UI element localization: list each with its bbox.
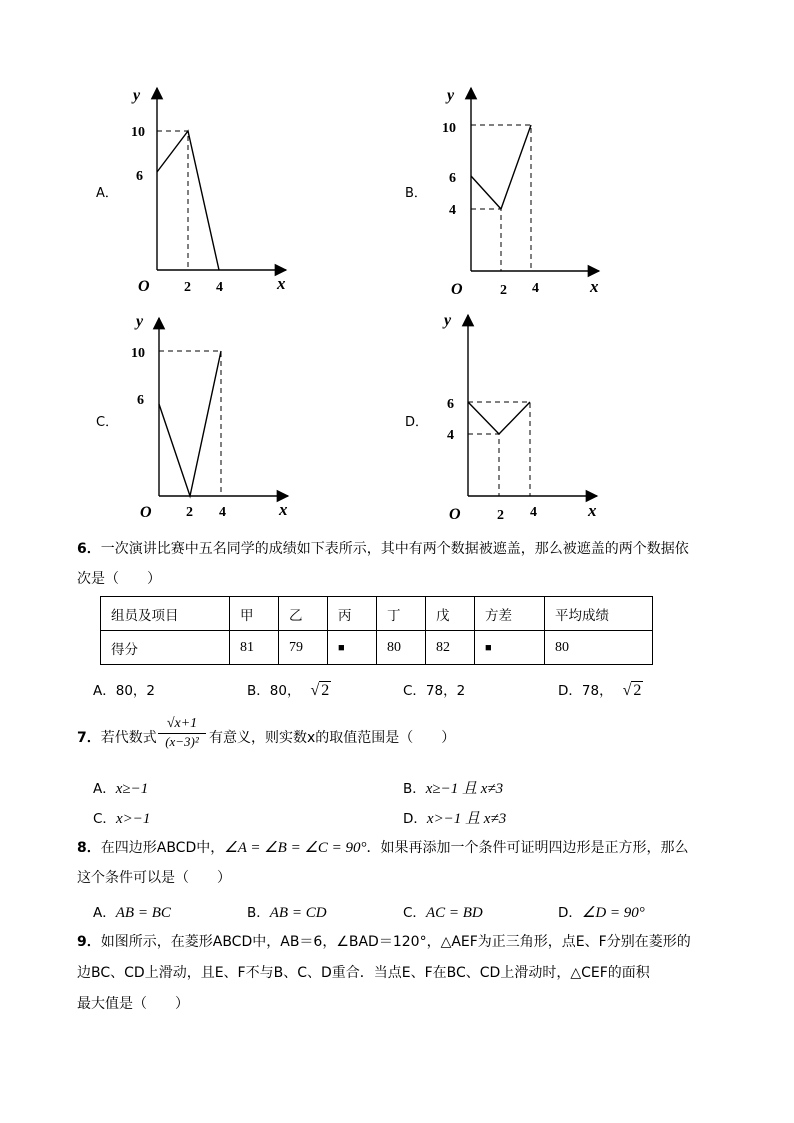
- q6-choice-d: [558, 679, 643, 700]
- header-cell: 组员及项目: [101, 597, 230, 631]
- q8-line-1: [77, 839, 689, 857]
- graph-c: [131, 313, 288, 521]
- q7-choice-b: [403, 777, 503, 798]
- q8-text-1b: ．如果再添加一个条件可证明四边形是正方形，那么: [366, 840, 689, 856]
- graph-b-x-label: x: [590, 277, 599, 296]
- graph-b-y-tick-10: 10: [442, 121, 456, 136]
- choice-letter: B．: [403, 781, 426, 797]
- graph-c-y-tick-6: 6: [137, 393, 144, 408]
- choice-letter: D．: [403, 811, 427, 827]
- choice-math: x>−1 且 x≠3: [426, 811, 507, 827]
- choice-letter: B．: [247, 905, 270, 921]
- graph-c-y-label: y: [136, 313, 144, 330]
- graph-d: [442, 312, 597, 523]
- q6-line-2: 次是（ ）: [77, 571, 161, 587]
- graph-a-x-label: x: [277, 274, 286, 293]
- graph-c-y-tick-10: 10: [131, 346, 145, 361]
- choice-letter: D．: [558, 905, 582, 921]
- graph-b-origin: O: [451, 281, 463, 298]
- header-cell: 甲: [230, 597, 279, 631]
- graph-a-origin: O: [138, 278, 150, 295]
- graph-d-y-tick-6: 6: [447, 397, 454, 412]
- graph-b-y-label: y: [447, 87, 455, 104]
- q7-fraction: [158, 716, 206, 750]
- q7-numerator: √x+1: [158, 716, 206, 734]
- q9-line-2: 边BC、CD上滑动，且E、F不与B、C、D重合．当点E、F在BC、CD上滑动时，△CEF的面积: [77, 965, 650, 981]
- q9-number: 9．: [77, 934, 101, 950]
- choice-math: AB = CD: [269, 905, 327, 921]
- q6-choice-c: C．78，2: [403, 683, 466, 699]
- q7-line-1: [77, 729, 157, 747]
- header-cell: 乙: [279, 597, 328, 631]
- q8-number: 8．: [77, 840, 101, 856]
- header-cell: 方差: [475, 597, 545, 631]
- score-cell: 80: [377, 631, 426, 665]
- q8-line-2: 这个条件可以是（ ）: [77, 870, 231, 886]
- score-table-header-row: [101, 597, 653, 631]
- q7-choice-a: [93, 777, 148, 798]
- graph-d-x-tick-2: 2: [497, 508, 504, 523]
- header-cell: 丙: [328, 597, 377, 631]
- graph-b-dash-10: [471, 125, 531, 271]
- q7-choice-d: [403, 807, 506, 828]
- q9-line-3: 最大值是（ ）: [77, 996, 189, 1012]
- graph-a-y-tick-10: 10: [131, 125, 145, 140]
- header-cell: 戊: [426, 597, 475, 631]
- graph-a-y-tick-6: 6: [136, 169, 143, 184]
- choice-letter: C．: [403, 905, 426, 921]
- graph-c-letter: C．: [96, 415, 119, 430]
- q7-choice-c: [93, 807, 150, 828]
- variance-cell-masked: ■: [475, 631, 545, 665]
- choice-math: x≥−1: [115, 781, 149, 797]
- q7-number: 7．: [77, 730, 101, 746]
- graph-a: [131, 87, 286, 295]
- choice-letter: A．: [93, 781, 116, 797]
- answer-graphs: [0, 0, 794, 530]
- q6-choice-b: [247, 679, 331, 700]
- graph-b-x-tick-4: 4: [532, 281, 539, 296]
- graph-b-y-tick-6: 6: [449, 171, 456, 186]
- sqrt-radicand: 2: [321, 682, 330, 699]
- score-cell: 81: [230, 631, 279, 665]
- graph-b-y-tick-4: 4: [449, 203, 456, 218]
- q6-choice-b-sqrt: √ 2: [310, 682, 330, 699]
- q8-choice-d: [558, 901, 645, 922]
- q7-prefix: 若代数式: [100, 730, 157, 746]
- graph-a-letter: A．: [96, 186, 118, 201]
- graph-b-x-tick-2: 2: [500, 283, 507, 298]
- graph-d-y-label: y: [444, 312, 452, 329]
- choice-math: AB = BC: [115, 905, 171, 921]
- graph-d-x-label: x: [588, 501, 597, 520]
- q8-choice-c: [403, 901, 483, 922]
- graph-d-dash-4: [468, 434, 499, 496]
- graph-b-dash-4: [471, 209, 501, 271]
- score-table-data-row: [101, 631, 653, 665]
- header-cell: 平均成绩: [545, 597, 653, 631]
- choice-math: AC = BD: [425, 905, 483, 921]
- sqrt-radicand: 2: [633, 682, 642, 699]
- graph-c-origin: O: [140, 504, 152, 521]
- graph-b-letter: B．: [405, 186, 427, 201]
- q9-text-1: 如图所示，在菱形ABCD中，AB＝6，∠BAD＝120°，△AEF为正三角形，点E、F分别在菱形的: [100, 934, 691, 950]
- score-cell-masked: ■: [328, 631, 377, 665]
- q8-choice-b: [247, 901, 327, 922]
- graph-b: [442, 87, 599, 298]
- graph-c-x-tick-4: 4: [219, 505, 226, 520]
- row-label-cell: 得分: [101, 631, 230, 665]
- graph-c-x-label: x: [279, 500, 288, 519]
- graph-a-x-tick-4: 4: [216, 280, 223, 295]
- q6-number: 6．: [77, 541, 101, 557]
- graph-d-x-tick-4: 4: [530, 505, 537, 520]
- graph-d-origin: O: [449, 506, 461, 523]
- q6-line-1: [77, 540, 689, 558]
- graph-d-letter: D．: [405, 415, 429, 430]
- score-table: [100, 596, 653, 665]
- q6-choice-d-text: D．78，: [558, 683, 613, 699]
- graph-c-dash: [159, 351, 221, 496]
- score-cell: 79: [279, 631, 328, 665]
- choice-math: ∠D = 90°: [581, 905, 645, 921]
- choice-math: x≥−1 且 x≠3: [425, 781, 504, 797]
- graph-d-y-tick-4: 4: [447, 428, 454, 443]
- q6-choice-a: A．80，2: [93, 683, 156, 699]
- header-cell: 丁: [377, 597, 426, 631]
- choice-letter: A．: [93, 905, 116, 921]
- q7-denominator: (x−3)²: [165, 734, 199, 749]
- q6-text-1: 一次演讲比赛中五名同学的成绩如下表所示，其中有两个数据被遮盖，那么被遮盖的两个数据依: [100, 541, 689, 557]
- graph-c-x-tick-2: 2: [186, 505, 193, 520]
- q9-line-1: [77, 933, 691, 951]
- average-cell: 80: [545, 631, 653, 665]
- graph-a-x-tick-2: 2: [184, 280, 191, 295]
- score-cell: 82: [426, 631, 475, 665]
- graph-a-y-label: y: [133, 87, 141, 104]
- q8-text-1a: 在四边形ABCD中，: [100, 840, 225, 856]
- graph-c-line: [159, 351, 221, 496]
- q6-choice-b-text: B．80，: [247, 683, 301, 699]
- graph-d-line: [468, 402, 530, 434]
- graph-b-line: [471, 125, 531, 209]
- q8-choice-a: [93, 901, 171, 922]
- q6-choice-d-sqrt: √ 2: [622, 682, 642, 699]
- choice-letter: C．: [93, 811, 116, 827]
- q8-text-1-math: ∠A = ∠B = ∠C = 90°: [224, 840, 367, 856]
- choice-math: x>−1: [115, 811, 151, 827]
- q7-suffix: 有意义，则实数x的取值范围是（ ）: [209, 730, 456, 746]
